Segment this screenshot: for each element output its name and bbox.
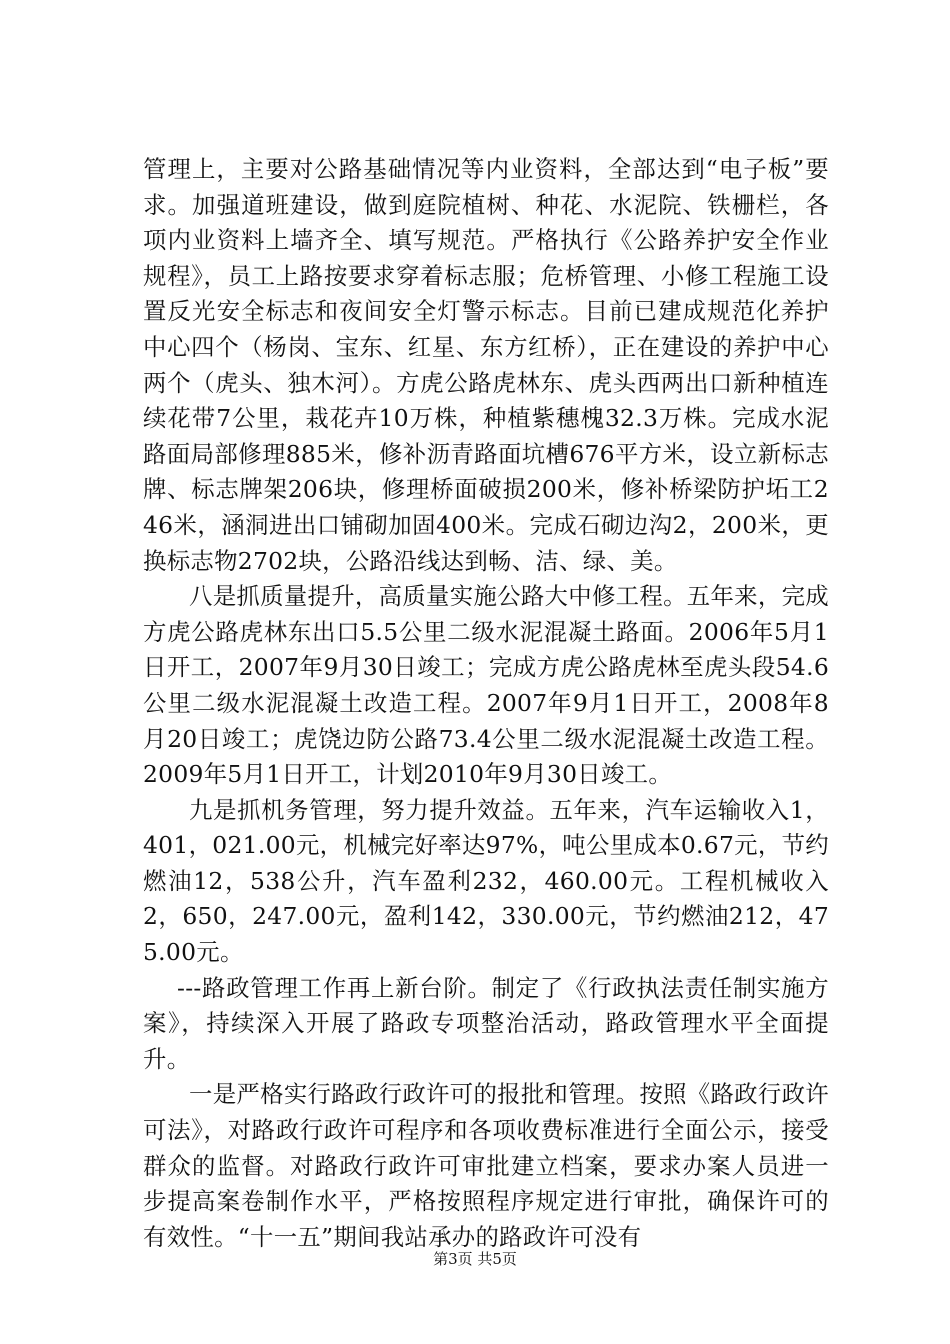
page-number-footer: 第3页 共5页 [433, 1250, 517, 1268]
paragraph-road-administration: ---路政管理工作再上新台阶。制定了《行政执法责任制实施方案》，持续深入开展了路政专项整治活动，路政管理水平全面提升。 [143, 973, 829, 1073]
paragraph-quality-upgrade: 八是抓质量提升，高质量实施公路大中修工程。五年来，完成方虎公路虎林东出口5.5公里二级水泥混凝土路面。2006年5月1日开工，2007年9月30日竣工；完成方虎公路虎林至虎头段54.6公里二级水泥混凝土改造工程。2007年9月1日开工，2008年8月20日竣工；虎饶边防公路73.4公里二级水泥混凝土改造工程。2009年5月1日开工，计划2010年9月30日竣工。 [143, 582, 829, 789]
paragraph-administrative-license: 一是严格实行路政行政许可的报批和管理。按照《路政行政许可法》，对路政行政许可程序和各项收费标准进行全面公示，接受群众的监督。对路政行政许可审批建立档案，要求办案人员进一步提高案卷制作水平，严格按照程序规定进行审批，确保许可的有效性。“十一五”期间我站承办的路政许可没有 [143, 1080, 829, 1251]
paragraph-road-management: 管理上，主要对公路基础情况等内业资料，全部达到“电子板”要求。加强道班建设，做到庭院植树、种花、水泥院、铁栅栏，各项内业资料上墙齐全、填写规范。严格执行《公路养护安全作业规程》，员工上路按要求穿着标志服；危桥管理、小修工程施工设置反光安全标志和夜间安全灯警示标志。目前已建成规范化养护中心四个（杨岗、宝东、红星、东方红桥），正在建设的养护中心两个（虎头、独木河）。方虎公路虎林东、虎头西两出口新种植连续花带7公里，栽花卉10万株，种植紫穗槐32.3万株。完成水泥路面局部修理885米，修补沥青路面坑槽676平方米，设立新标志牌、标志牌架206块，修理桥面破损200米，修补桥梁防护坧工246米，涵洞进出口铺砌加固400米。完成石砌边沟2，200米，更换标志物2702块，公路沿线达到畅、洁、绿、美。 [143, 155, 829, 575]
document-body [143, 152, 829, 1255]
paragraph-machinery-management: 九是抓机务管理，努力提升效益。五年来，汽车运输收入1，401，021.00元，机械完好率达97%，吨公里成本0.67元，节约燃油12，538公升，汽车盈利232，460.00元。工程机械收入2，650，247.00元，盈利142，330.00元，节约燃油212，475.00元。 [143, 795, 829, 967]
